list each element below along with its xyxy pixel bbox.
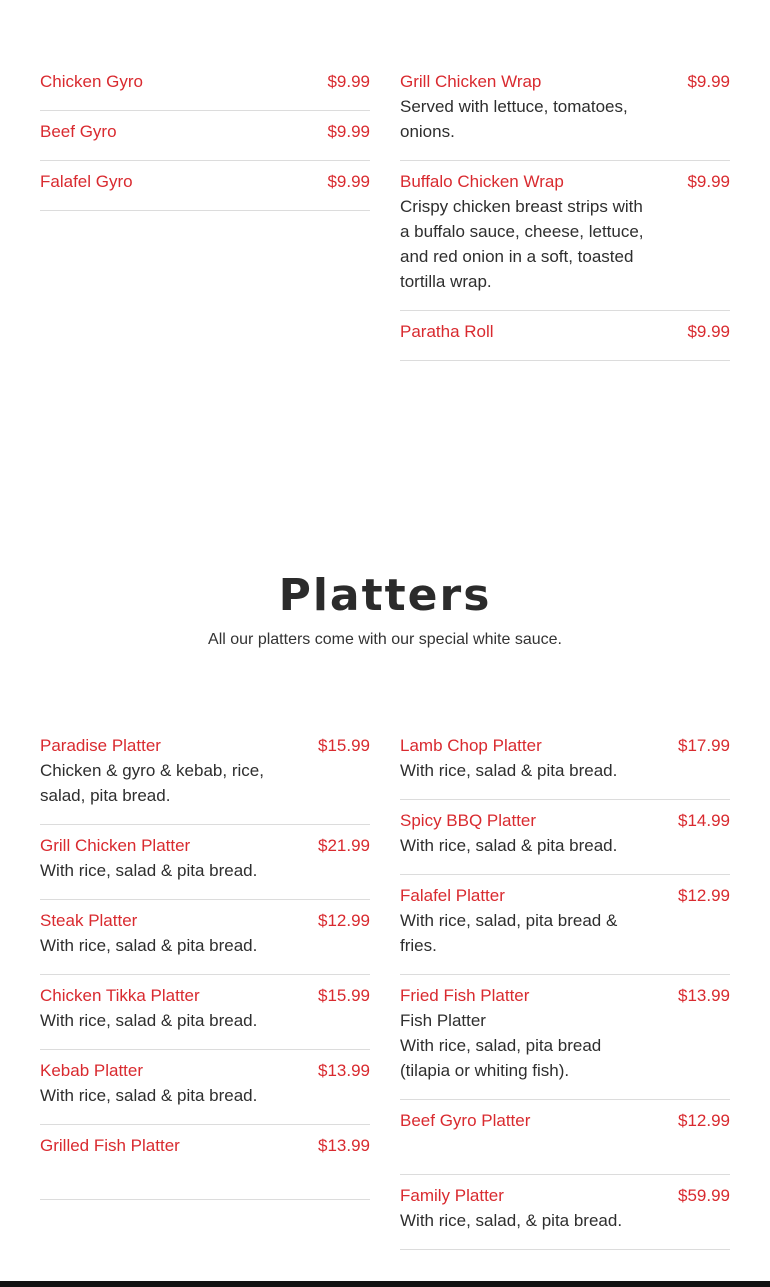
- wraps-left-column: [40, 69, 370, 211]
- menu-item-header: [400, 169, 730, 194]
- menu-item-price: $9.99: [687, 322, 730, 341]
- menu-item-price: $9.99: [687, 172, 730, 191]
- menu-item-header: [400, 319, 730, 344]
- description-line: salad, pita bread.: [40, 786, 171, 805]
- menu-item-header: [400, 733, 730, 758]
- description-line: [400, 1133, 660, 1158]
- menu-item-price: $12.99: [318, 911, 370, 930]
- menu-item: [40, 1125, 370, 1200]
- menu-item-header: [400, 983, 730, 1008]
- menu-item-name: Grill Chicken Platter: [40, 836, 191, 855]
- menu-item-name: Lamb Chop Platter: [400, 736, 542, 755]
- menu-item-description: [40, 758, 370, 808]
- menu-item-description: [40, 858, 370, 883]
- menu-item-name: Chicken Tikka Platter: [40, 986, 200, 1005]
- menu-item-price: $9.99: [327, 72, 370, 91]
- menu-item-price: $13.99: [318, 1136, 370, 1155]
- menu-item-description: [40, 1158, 370, 1183]
- menu-item-header: [40, 69, 370, 94]
- menu-item-price: $9.99: [327, 122, 370, 141]
- menu-item: [400, 69, 730, 161]
- menu-item-name: Spicy BBQ Platter: [400, 811, 537, 830]
- description-line: Fish Platter: [400, 1011, 486, 1030]
- platters-subtitle: All our platters come with our special white sauce.: [208, 631, 562, 648]
- description-line: (tilapia or whiting fish).: [400, 1061, 570, 1080]
- menu-item: [400, 1175, 730, 1250]
- menu-item-header: [40, 733, 370, 758]
- menu-item-name: Steak Platter: [40, 911, 138, 930]
- menu-item: [40, 900, 370, 975]
- description-line: and red onion in a soft, toasted: [400, 247, 634, 266]
- menu-item-name: Paratha Roll: [400, 322, 494, 341]
- menu-item-name: Paradise Platter: [40, 736, 161, 755]
- menu-item: [400, 733, 730, 800]
- menu-item-description: [400, 94, 730, 144]
- menu-item-description: [40, 1008, 370, 1033]
- menu-item-price: $9.99: [687, 72, 730, 91]
- menu-item-name: Chicken Gyro: [40, 72, 143, 91]
- menu-item-header: [400, 808, 730, 833]
- menu-item: [400, 311, 730, 361]
- menu-item-name: Kebab Platter: [40, 1061, 144, 1080]
- menu-item-price: $59.99: [678, 1186, 730, 1205]
- menu-item-price: $21.99: [318, 836, 370, 855]
- menu-item-header: [400, 883, 730, 908]
- menu-item: [400, 1100, 730, 1175]
- menu-item-description: [400, 908, 730, 958]
- description-line: Served with lettuce, tomatoes,: [400, 97, 628, 116]
- menu-item-price: $12.99: [678, 1111, 730, 1130]
- menu-item-header: [40, 1133, 370, 1158]
- menu-item-description: [40, 1083, 370, 1108]
- description-line: Crispy chicken breast strips with: [400, 197, 643, 216]
- menu-item-name: Family Platter: [400, 1186, 504, 1205]
- menu-item-name: Beef Gyro: [40, 122, 117, 141]
- menu-item-header: [40, 1058, 370, 1083]
- menu-item-price: $13.99: [678, 986, 730, 1005]
- menu-item-name: Grilled Fish Platter: [40, 1136, 180, 1155]
- description-line: With rice, salad & pita bread.: [400, 761, 618, 780]
- menu-item-name: Grill Chicken Wrap: [400, 72, 542, 91]
- description-line: a buffalo sauce, cheese, lettuce,: [400, 222, 644, 241]
- description-line: With rice, salad & pita bread.: [40, 936, 258, 955]
- description-line: With rice, salad & pita bread.: [400, 836, 618, 855]
- menu-item-header: [40, 983, 370, 1008]
- menu-item: [40, 733, 370, 825]
- menu-item-name: Beef Gyro Platter: [400, 1111, 531, 1130]
- menu-item-header: [400, 1108, 730, 1133]
- menu-item-name: Falafel Platter: [400, 886, 505, 905]
- footer-bar: [0, 1281, 770, 1287]
- menu-item: [400, 975, 730, 1100]
- menu-item-name: Falafel Gyro: [40, 172, 133, 191]
- description-line: fries.: [400, 936, 437, 955]
- menu-item: [40, 69, 370, 111]
- description-line: With rice, salad & pita bread.: [40, 1086, 258, 1105]
- description-line: With rice, salad, pita bread: [400, 1036, 602, 1055]
- menu-item: [40, 825, 370, 900]
- menu-item-description: [40, 933, 370, 958]
- menu-item-description: [400, 1133, 730, 1158]
- menu-item-price: $12.99: [678, 886, 730, 905]
- menu-item-price: $15.99: [318, 986, 370, 1005]
- description-line: With rice, salad & pita bread.: [40, 1011, 258, 1030]
- menu-item-price: $13.99: [318, 1061, 370, 1080]
- menu-item: [40, 161, 370, 211]
- menu-item-name: Fried Fish Platter: [400, 986, 530, 1005]
- menu-item: [40, 111, 370, 161]
- menu-item-description: [400, 758, 730, 783]
- menu-item-price: $15.99: [318, 736, 370, 755]
- wraps-right-column: [400, 69, 730, 361]
- menu-item: [400, 800, 730, 875]
- menu-item-header: [40, 119, 370, 144]
- menu-item-header: [40, 169, 370, 194]
- menu-item-header: [400, 69, 730, 94]
- menu-item: [40, 1050, 370, 1125]
- description-line: Chicken & gyro & kebab, rice,: [40, 761, 264, 780]
- platters-title: Platters: [278, 570, 492, 621]
- description-line: [40, 1158, 300, 1183]
- description-line: With rice, salad, & pita bread.: [400, 1211, 623, 1230]
- menu-item-description: [400, 833, 730, 858]
- platters-left-column: [40, 733, 370, 1200]
- menu-item-price: $9.99: [327, 172, 370, 191]
- menu-item-description: [400, 1208, 730, 1233]
- menu-item-header: [40, 833, 370, 858]
- menu-item: [400, 875, 730, 975]
- description-line: With rice, salad, pita bread &: [400, 911, 618, 930]
- menu-item: [40, 975, 370, 1050]
- description-line: tortilla wrap.: [400, 272, 492, 291]
- menu-item-description: [400, 194, 730, 294]
- menu-item-description: [400, 1008, 730, 1083]
- menu-item-header: [400, 1183, 730, 1208]
- platters-right-column: [400, 733, 730, 1250]
- description-line: With rice, salad & pita bread.: [40, 861, 258, 880]
- description-line: onions.: [400, 122, 455, 141]
- menu-item-header: [40, 908, 370, 933]
- menu-item-price: $17.99: [678, 736, 730, 755]
- menu-item-price: $14.99: [678, 811, 730, 830]
- menu-item-name: Buffalo Chicken Wrap: [400, 172, 564, 191]
- menu-item: [400, 161, 730, 311]
